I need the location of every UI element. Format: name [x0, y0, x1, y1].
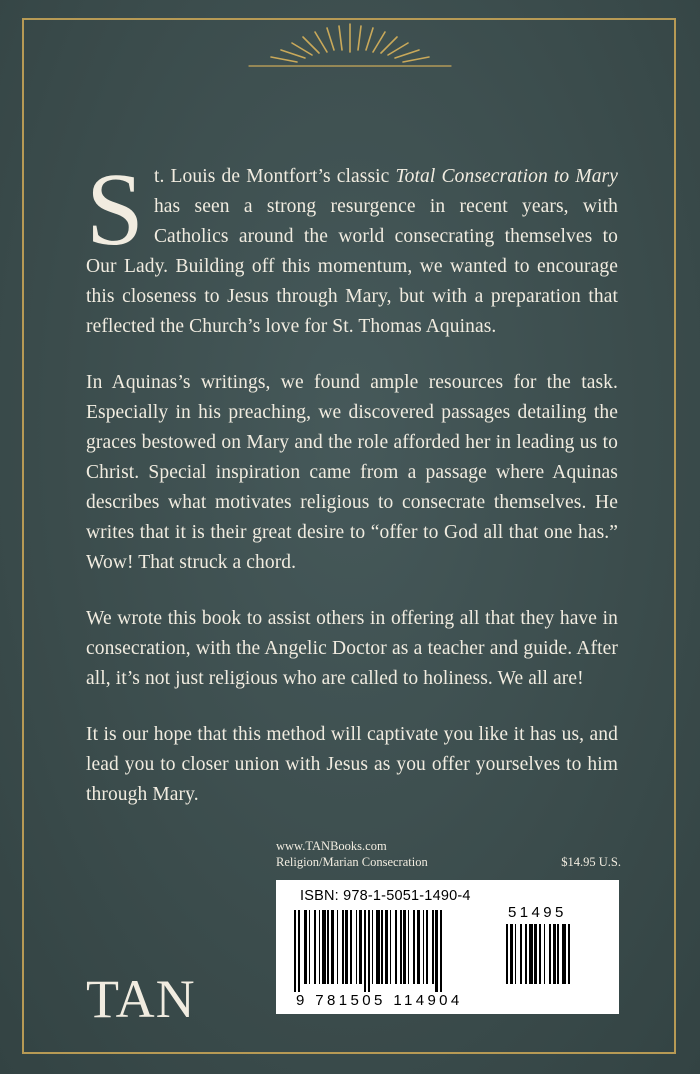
publisher-website: www.TANBooks.com	[276, 839, 387, 853]
price-label: $14.95 U.S.	[561, 855, 621, 869]
isbn-label: ISBN: 978-1-5051-1490-4	[300, 888, 471, 904]
ean-digits: 9 781505 114904	[296, 992, 463, 1009]
paragraph-4: It is our hope that this method will captivate you like it has us, and lead you to closer union with Jesus as you offer yourselves to him through Mary.	[86, 724, 618, 805]
book-category: Religion/Marian Consecration	[276, 855, 428, 869]
isbn-barcode	[276, 880, 619, 1014]
description-text	[86, 152, 618, 836]
ean-barcode-bars	[294, 910, 494, 992]
addon-digits: 51495	[508, 904, 567, 921]
imprint-info	[276, 838, 621, 870]
addon-barcode-bars	[506, 924, 598, 992]
sunburst-rays-ornament	[235, 22, 465, 68]
paragraph-3: We wrote this book to assist others in offering all that they have in consecration, with the Angelic Doctor as a teacher and guide. After all, it’s not just religious who are called to holiness. We all are!	[86, 608, 618, 689]
paragraph-1: St. Louis de Montfort’s classic Total Consecration to Mary has seen a strong resurgence in recent years, with Catholics around the world consecrating themselves to Our Lady. Building off this momentum, we wanted to encourage this closeness to Jesus through Mary, but with a preparation that reflected the Church’s love for St. Thomas Aquinas.	[86, 152, 618, 337]
drop-cap-letter: S	[86, 152, 144, 267]
book-title-italic: Total Consecration to Mary	[395, 166, 618, 187]
paragraph-2: In Aquinas’s writings, we found ample resources for the task. Especially in his preaching, we discovered passages detailing the graces bestowed on Mary and the role afforded her in leading us to Christ. Special inspiration came from a passage where Aquinas describes what motivates religious to consecrate themselves. He writes that it is their great desire to “offer to God all that one has.” Wow! That struck a chord.	[86, 372, 618, 573]
tan-publisher-logo: TAN	[86, 969, 196, 1029]
